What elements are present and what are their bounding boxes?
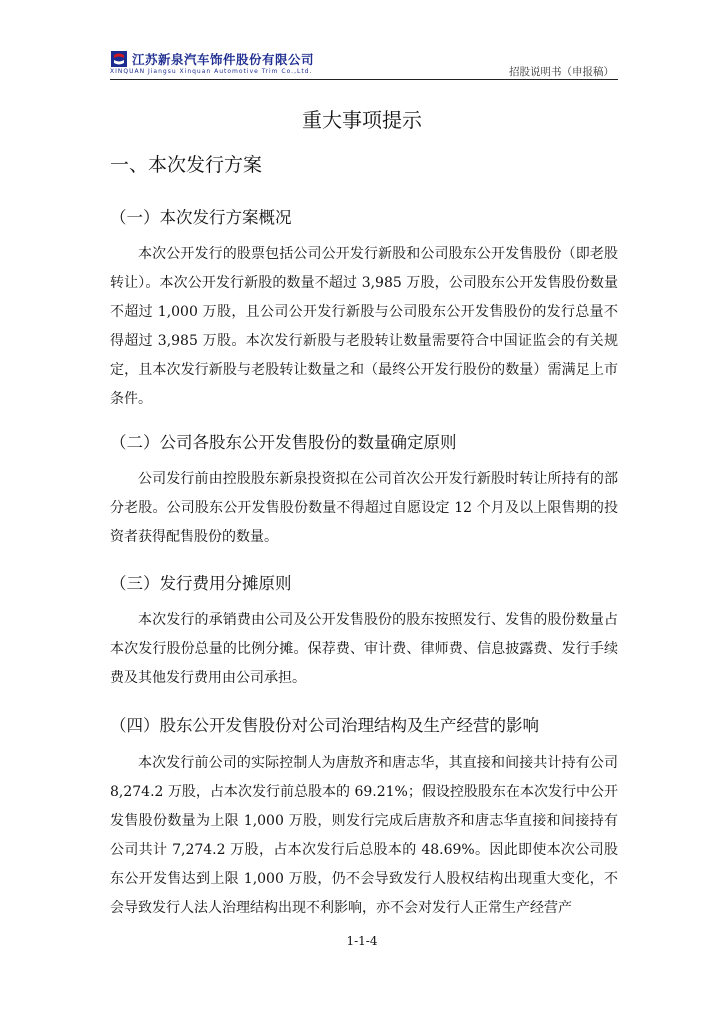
paragraph-3: 本次发行的承销费由公司及公开发售股份的股东按照发行、发售的股份数量占本次发行股份总量的比例分摊。保荐费、审计费、律师费、信息披露费、发行手续费及其他发行费用由公司承担。 xyxy=(110,612,618,686)
paragraph-1: 本次公开发行的股票包括公司公开发行新股和公司股东公开发售股份（即老股转让）。本次公开发行新股的数量不超过 3,985 万股，公司股东公开发售股份数量不超过 1,000 万股，且公司公开发行新股与公司股东公开发售股份的发行总量不得超过 3,985 万股。本次发行新股与老股转让数量需要符合中国证监会的有关规定，且本次发行新股与老股转让数量之和（最终公开发行股份的数量）需满足上市条件。 xyxy=(110,246,618,407)
header-divider xyxy=(110,79,618,80)
subsection-heading-2: （二）公司各股东公开发售股份的数量确定原则 xyxy=(110,433,457,452)
paragraph-2: 公司发行前由控股股东新泉投资拟在公司首次公开发行新股时转让所持有的部分老股。公司股东公开发售股份数量不得超过自愿设定 12 个月及以上限售期的投资者获得配售股份的数量。 xyxy=(110,471,618,545)
document-label: 招股说明书（申报稿） xyxy=(509,66,614,78)
page-header xyxy=(110,48,618,80)
subsection-heading-1: （一）本次发行方案概况 xyxy=(110,208,292,227)
company-logo-icon xyxy=(110,50,128,68)
section-heading: 一、本次发行方案 xyxy=(110,154,263,176)
subsection-heading-4: （四）股东公开发售股份对公司治理结构及生产经营的影响 xyxy=(110,716,539,735)
company-name-cn: 江苏新泉汽车饰件股份有限公司 xyxy=(132,52,315,67)
company-name-en: XINQUAN Jiangsu Xinquan Automotive Trim Co.,Ltd. xyxy=(110,68,313,75)
page-title: 重大事项提示 xyxy=(302,108,422,132)
subsection-heading-3: （三）发行费用分摊原则 xyxy=(110,574,292,593)
page-number: 1-1-4 xyxy=(346,934,378,948)
paragraph-4: 本次发行前公司的实际控制人为唐敖齐和唐志华，其直接和间接共计持有公司 8,274.2 万股，占本次发行前总股本的 69.21%；假设控股股东在本次发行中公开发售股份数量为上限 1,000 万股，则发行完成后唐敖齐和唐志华直接和间接持有公司共计 7,274.2 万股，占本次发行后总股本的 48.69%。因此即使本次公司股东公开发售达到上限 1,000 万股，仍不会导致发行人股权结构出现重大变化，不会导致发行人法人治理结构出现不利影响，亦不会对发行人正常生产经营产 xyxy=(110,755,618,916)
